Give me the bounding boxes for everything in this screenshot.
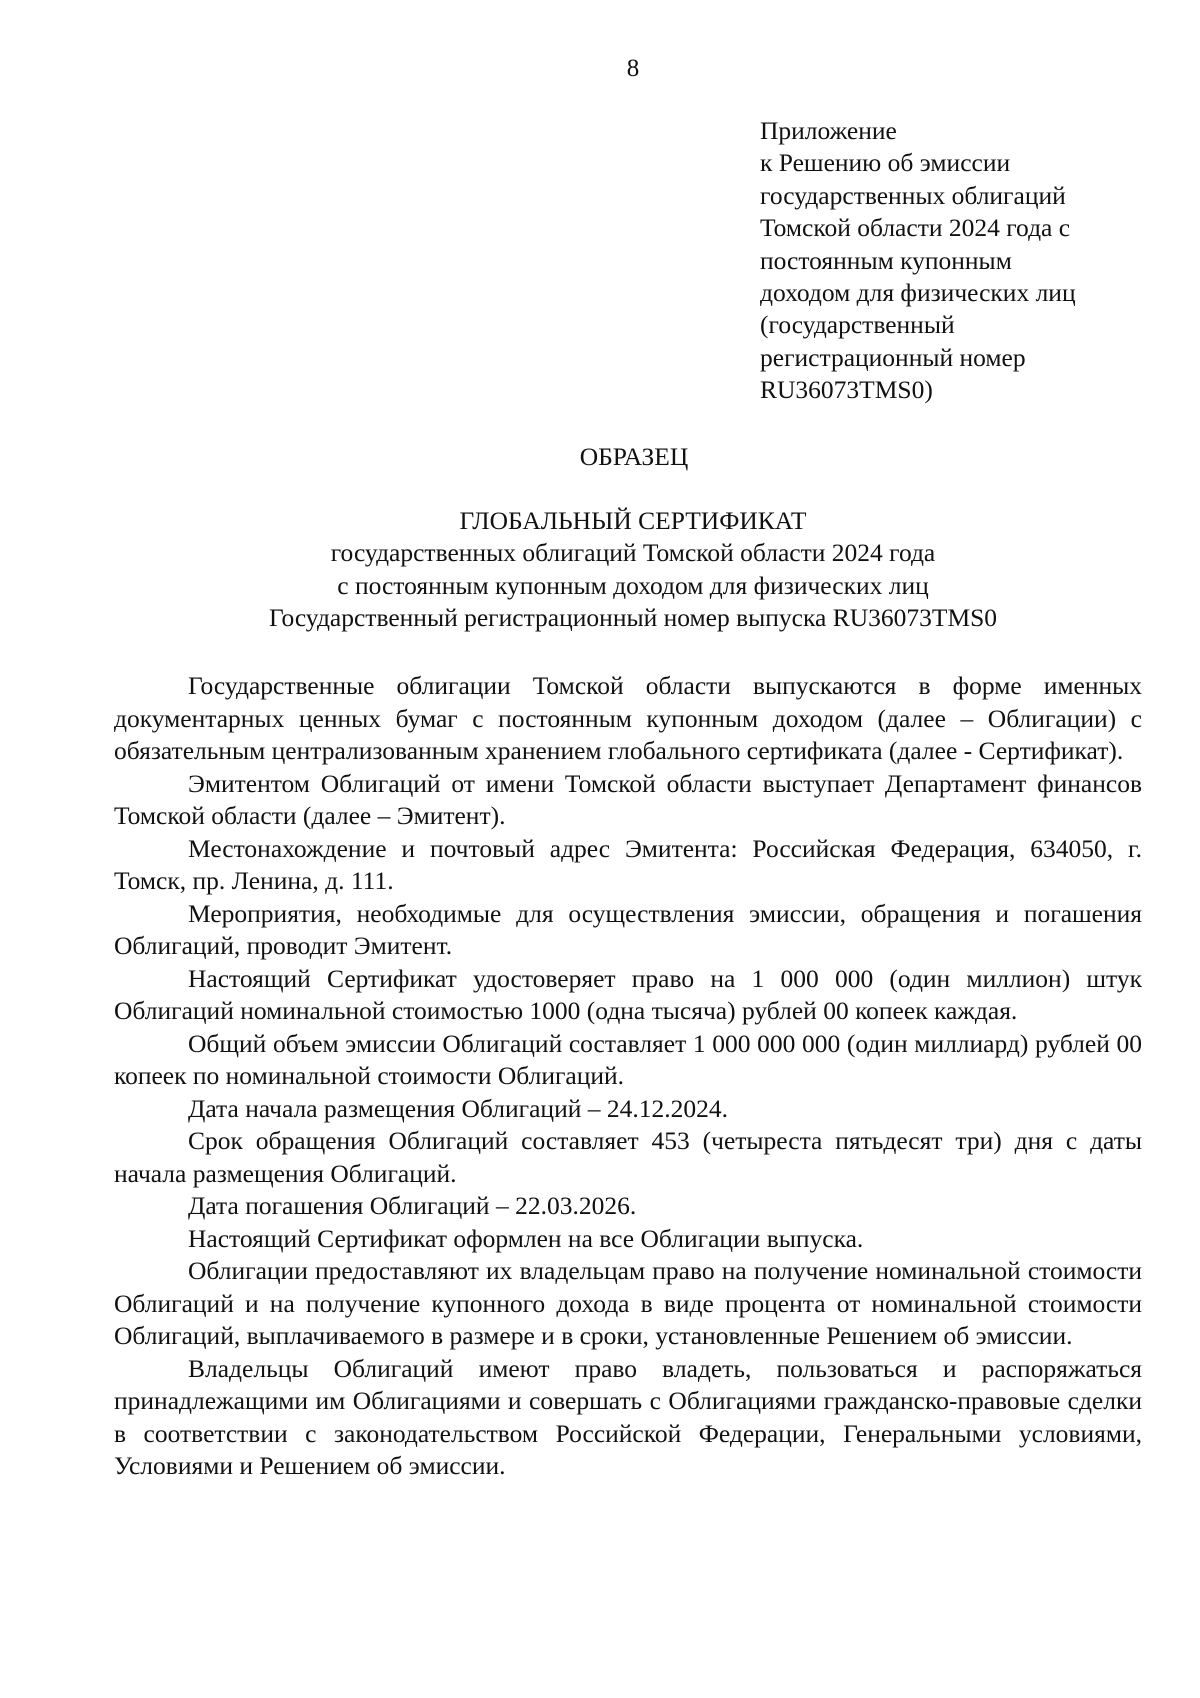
paragraph-issuer-activities: Мероприятия, необходимые для осуществления эмиссии, обращения и погашения Облигаций, проводит Эмитент. <box>114 898 1142 960</box>
paragraph-bond-form: Государственные облигации Томской области выпускаются в форме именных документарных ценных бумаг с постоянным купонным доходом (далее – Облигации) с обязательным централизованным хранением глобального сертификата (далее - Сертификат). <box>114 671 1142 765</box>
certificate-subtitle-line: с постоянным купонным доходом для физических лиц <box>337 570 929 600</box>
appendix-line: к Решению об эмиссии <box>760 148 1011 178</box>
paragraph-certificate-scope: Настоящий Сертификат оформлен на все Облигации выпуска. <box>188 1223 864 1253</box>
certificate-body <box>114 670 1142 1483</box>
sample-label: ОБРАЗЕЦ <box>579 442 689 471</box>
paragraph-holder-rights: Облигации предоставляют их владельцам право на получение номинальной стоимости Облигаций и на получение купонного дохода в виде процента от номинальной стоимости Облигаций, выплачиваемого в размере и в сроки, установленные Решением об эмиссии. <box>114 1256 1142 1350</box>
appendix-line: постоянным купонным <box>760 245 1012 275</box>
certificate-heading: ГЛОБАЛЬНЫЙ СЕРТИФИКАТ <box>459 506 807 535</box>
appendix-line: регистрационный номер <box>760 342 1026 372</box>
paragraph-maturity-date: Дата погашения Облигаций – 22.03.2026. <box>188 1191 637 1220</box>
paragraph-placement-date: Дата начала размещения Облигаций – 24.12.2024. <box>188 1093 728 1123</box>
paragraph-issue-volume: Общий объем эмиссии Облигаций составляет 1 000 000 000 (один миллиард) рублей 00 копеек по номинальной стоимости Облигаций. <box>114 1028 1142 1090</box>
paragraph-circulation-term: Срок обращения Облигаций составляет 453 (четыреста пятьдесят три) дня с даты начала размещения Облигаций. <box>114 1126 1142 1188</box>
paragraph-holder-transactions: Владельцы Облигаций имеют право владеть, пользоваться и распоряжаться принадлежащими им Облигациями и совершать с Облигациями гражданско-правовые сделки в соответствии с законодательством Российской Федерации, Генеральными условиями, Условиями и Решением об эмиссии. <box>114 1353 1142 1480</box>
appendix-line: Приложение <box>760 116 897 145</box>
appendix-note <box>760 115 1180 407</box>
certificate-subtitle-line: государственных облигаций Томской области 2024 года <box>330 538 936 568</box>
page-number: 8 <box>626 55 640 82</box>
paragraph-issuer-address: Местонахождение и почтовый адрес Эмитента: Российская Федерация, 634050, г. Томск, пр. Ленина, д. 111. <box>114 833 1142 895</box>
appendix-line: RU36073TMS0) <box>760 375 933 405</box>
paragraph-bond-quantity: Настоящий Сертификат удостоверяет право на 1 000 000 (один миллион) штук Облигаций номинальной стоимостью 1000 (одна тысяча) рублей 00 копеек каждая. <box>114 963 1142 1025</box>
appendix-line: государственных облигаций <box>760 180 1066 210</box>
paragraph-issuer: Эмитентом Облигаций от имени Томской области выступает Департамент финансов Томской области (далее – Эмитент). <box>114 768 1142 830</box>
appendix-line: Томской области 2024 года с <box>760 213 1071 243</box>
appendix-line: доходом для физических лиц <box>760 278 1076 308</box>
certificate-title <box>0 505 1200 634</box>
registration-number-line: Государственный регистрационный номер выпуска RU36073TMS0 <box>268 602 998 632</box>
appendix-line: (государственный <box>760 310 955 340</box>
